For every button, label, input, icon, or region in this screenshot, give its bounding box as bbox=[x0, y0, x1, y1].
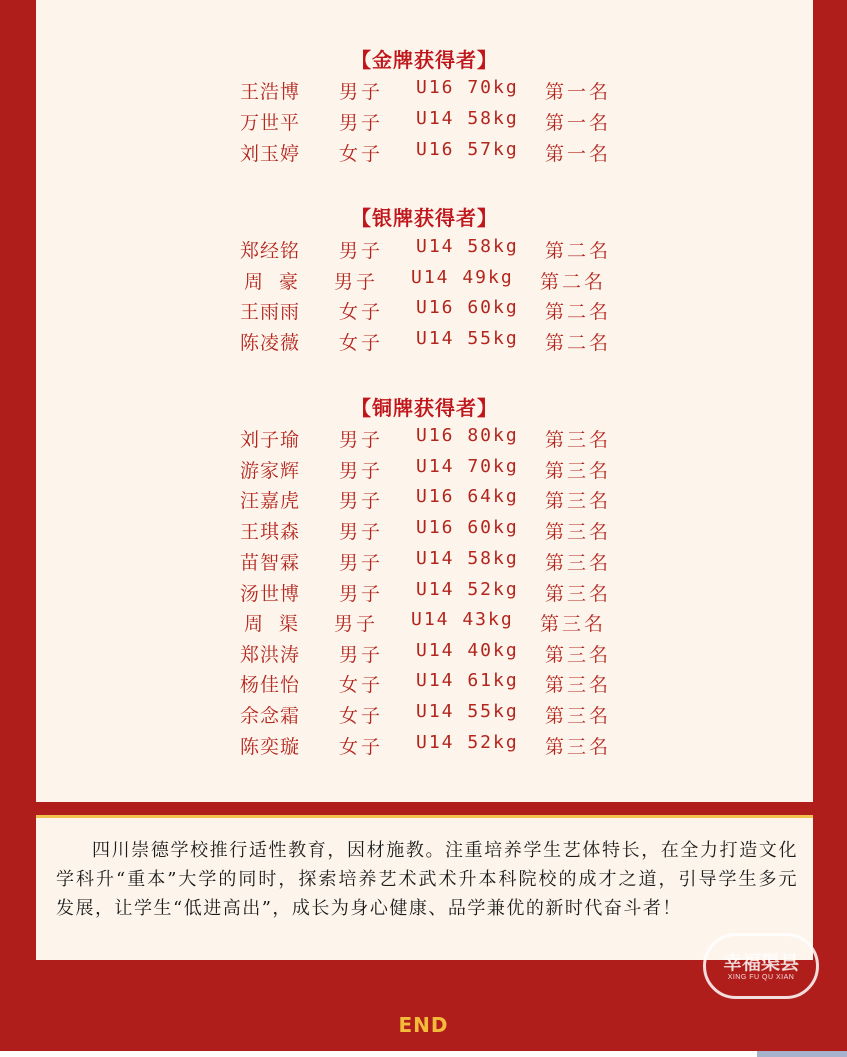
athlete-gender: 男子 bbox=[334, 271, 379, 293]
rank: 第一名 bbox=[545, 81, 612, 103]
athlete-gender: 男子 bbox=[339, 240, 384, 262]
athlete-gender: 女子 bbox=[339, 705, 384, 727]
athlete-gender: 女子 bbox=[339, 736, 384, 758]
rank: 第一名 bbox=[545, 143, 612, 165]
weight-category: U14 70kg bbox=[416, 456, 519, 477]
athlete-gender: 女子 bbox=[339, 674, 384, 696]
list-item bbox=[36, 425, 813, 451]
weight-category: U16 57kg bbox=[416, 139, 519, 160]
description-text: 四川崇德学校推行适性教育，因材施教。注重培养学生艺体特长，在全力打造文化学科升“重本”大学的同时，探索培养艺术武术升本科院校的成才之道，引导学生多元发展，让学生“低进高出”，成长为身心健康、品学兼优的新时代奋斗者！ bbox=[56, 840, 798, 919]
list-item bbox=[36, 732, 813, 758]
watermark-subtitle: XING FU QU XIAN bbox=[727, 974, 795, 981]
list-item bbox=[36, 486, 813, 512]
list-item bbox=[36, 297, 813, 323]
rank: 第三名 bbox=[540, 613, 607, 635]
rank: 第三名 bbox=[545, 644, 612, 666]
athlete-name: 郑洪涛 bbox=[240, 644, 301, 666]
athlete-gender: 女子 bbox=[339, 301, 384, 323]
list-item bbox=[36, 701, 813, 727]
rank: 第二名 bbox=[545, 332, 612, 354]
athlete-gender: 男子 bbox=[339, 490, 384, 512]
list-item bbox=[36, 267, 813, 293]
watermark-logo bbox=[703, 933, 819, 999]
list-item bbox=[36, 77, 813, 103]
athlete-name: 郑经铭 bbox=[240, 240, 301, 262]
athlete-name: 陈奕璇 bbox=[240, 736, 301, 758]
silver-section-title: 【银牌获得者】 bbox=[351, 206, 498, 230]
list-item bbox=[36, 640, 813, 666]
athlete-name: 王雨雨 bbox=[240, 301, 301, 323]
athlete-name: 陈凌薇 bbox=[240, 332, 301, 354]
rank: 第三名 bbox=[545, 705, 612, 727]
scroll-indicator bbox=[757, 1051, 847, 1057]
weight-category: U14 61kg bbox=[416, 670, 519, 691]
weight-category: U14 43kg bbox=[411, 609, 514, 630]
athlete-name: 王浩博 bbox=[240, 81, 301, 103]
weight-category: U14 58kg bbox=[416, 108, 519, 129]
list-item bbox=[36, 579, 813, 605]
watermark-title: 幸福渠县 bbox=[722, 952, 799, 974]
athlete-gender: 男子 bbox=[339, 644, 384, 666]
athlete-name: 游家辉 bbox=[240, 460, 301, 482]
rank: 第三名 bbox=[545, 736, 612, 758]
athlete-name: 杨佳怡 bbox=[240, 674, 301, 696]
athlete-gender: 女子 bbox=[339, 332, 384, 354]
athlete-gender: 男子 bbox=[334, 613, 379, 635]
rank: 第三名 bbox=[545, 521, 612, 543]
athlete-gender: 女子 bbox=[339, 143, 384, 165]
end-label: END bbox=[398, 1013, 449, 1037]
athlete-gender: 男子 bbox=[339, 552, 384, 574]
weight-category: U14 52kg bbox=[416, 732, 519, 753]
rank: 第三名 bbox=[545, 552, 612, 574]
weight-category: U14 58kg bbox=[416, 236, 519, 257]
rank: 第一名 bbox=[545, 112, 612, 134]
description-box bbox=[36, 818, 813, 960]
weight-category: U14 52kg bbox=[416, 579, 519, 600]
weight-category: U14 49kg bbox=[411, 267, 514, 288]
rank: 第三名 bbox=[545, 583, 612, 605]
athlete-name: 汤世博 bbox=[240, 583, 301, 605]
bottom-strip bbox=[0, 1051, 847, 1057]
athlete-gender: 男子 bbox=[339, 429, 384, 451]
athlete-name: 万世平 bbox=[240, 112, 301, 134]
weight-category: U14 55kg bbox=[416, 701, 519, 722]
weight-category: U16 64kg bbox=[416, 486, 519, 507]
weight-category: U16 70kg bbox=[416, 77, 519, 98]
athlete-gender: 男子 bbox=[339, 112, 384, 134]
gold-section-title: 【金牌获得者】 bbox=[351, 48, 498, 72]
athlete-name: 余念霜 bbox=[240, 705, 301, 727]
rank: 第二名 bbox=[545, 240, 612, 262]
athlete-name: 刘子瑜 bbox=[240, 429, 301, 451]
rank: 第二名 bbox=[540, 271, 607, 293]
weight-category: U14 40kg bbox=[416, 640, 519, 661]
weight-category: U16 60kg bbox=[416, 297, 519, 318]
athlete-gender: 男子 bbox=[339, 583, 384, 605]
athlete-name: 周豪 bbox=[244, 271, 315, 293]
weight-category: U16 80kg bbox=[416, 425, 519, 446]
rank: 第二名 bbox=[545, 301, 612, 323]
weight-category: U14 55kg bbox=[416, 328, 519, 349]
athlete-gender: 男子 bbox=[339, 460, 384, 482]
rank: 第三名 bbox=[545, 429, 612, 451]
athlete-name: 周渠 bbox=[244, 613, 315, 635]
list-item bbox=[36, 236, 813, 262]
athlete-gender: 男子 bbox=[339, 81, 384, 103]
medal-list-panel bbox=[36, 0, 813, 802]
list-item bbox=[36, 548, 813, 574]
athlete-gender: 男子 bbox=[339, 521, 384, 543]
rank: 第三名 bbox=[545, 490, 612, 512]
weight-category: U16 60kg bbox=[416, 517, 519, 538]
athlete-name: 刘玉婷 bbox=[240, 143, 301, 165]
list-item bbox=[36, 517, 813, 543]
athlete-name: 汪嘉虎 bbox=[240, 490, 301, 512]
list-item bbox=[36, 609, 813, 635]
list-item bbox=[36, 139, 813, 165]
rank: 第三名 bbox=[545, 674, 612, 696]
rank: 第三名 bbox=[545, 460, 612, 482]
weight-category: U14 58kg bbox=[416, 548, 519, 569]
list-item bbox=[36, 328, 813, 354]
athlete-name: 苗智霖 bbox=[240, 552, 301, 574]
bronze-section-title: 【铜牌获得者】 bbox=[351, 396, 498, 420]
athlete-name: 王琪森 bbox=[240, 521, 301, 543]
list-item bbox=[36, 456, 813, 482]
list-item bbox=[36, 108, 813, 134]
list-item bbox=[36, 670, 813, 696]
